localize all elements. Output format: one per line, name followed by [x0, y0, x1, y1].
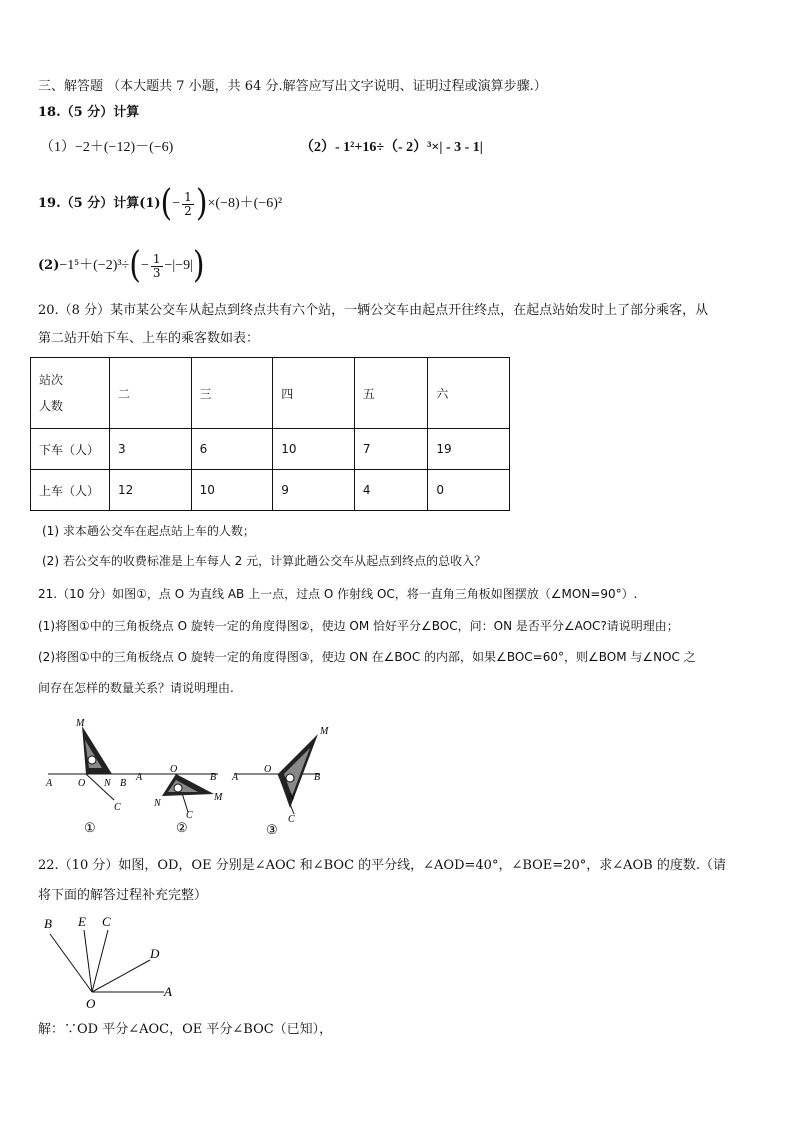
table-cell: 0 [428, 470, 510, 511]
figure-3 [231, 726, 329, 838]
triangle-hole [286, 774, 294, 782]
table-cell: 12 [110, 470, 192, 511]
q20-line1: 20.（8 分）某市某公交车从起点到终点共有六个站，一辆公交车由起点开往终点，在起点站始发时上了部分乘客，从 [38, 303, 709, 318]
left-paren: ( [160, 182, 173, 225]
label-m: M [320, 726, 329, 737]
q21-line4: 间存在怎样的数量关系？请说明理由. [38, 681, 234, 695]
label-a: A [136, 772, 143, 783]
q19-p2-fraction [151, 253, 163, 280]
q19-p2-rest: −|−9| [164, 258, 193, 273]
station-header: 五 [354, 358, 427, 429]
q19-p2-neg: − [140, 258, 149, 273]
q19-part2 [38, 246, 205, 286]
q22-line1: 22.（10 分）如图，OD，OE 分别是∠AOC 和∠BOC 的平分线，∠AOD=40°，∠BOE=20°，求∠AOB 的度数.（请 [38, 858, 726, 873]
label-b: B [44, 916, 52, 931]
triangle-board [162, 772, 217, 796]
figure-label-2: ② [176, 821, 188, 836]
station-header: 二 [110, 358, 192, 429]
section-heading: 三、解答题 （本大题共 7 小题，共 64 分.解答应写出文字说明、证明过程或演算步骤.） [38, 79, 547, 94]
label-c: C [288, 814, 295, 825]
label-b: B [120, 778, 127, 789]
q19-p1-fraction [182, 191, 194, 218]
q22-solution: 解：∵OD 平分∠AOC，OE 平分∠BOC（已知）， [38, 1022, 333, 1037]
station-header: 三 [191, 358, 273, 429]
table-corner-cell [31, 358, 110, 429]
label-n: N [104, 778, 111, 789]
ray-od [92, 960, 150, 992]
label-a: A [232, 772, 239, 783]
label-o: O [170, 764, 178, 775]
table-cell: 10 [191, 470, 273, 511]
right-paren: ) [195, 182, 208, 225]
row-label: 下车（人） [31, 429, 110, 470]
q20-sub2: (2) 若公交车的收费标准是上车每人 2 元，计算此趟公交车从起点到终点的总收入？ [42, 554, 487, 568]
q21-line1: 21.（10 分）如图①，点 O 为直线 AB 上一点，过点 O 作射线 OC，将一直角三角板如图摆放（∠MON=90°）. [38, 587, 638, 601]
table-cell: 7 [354, 429, 427, 470]
label-c: C [102, 914, 111, 929]
q21-line2: (1)将图①中的三角板绕点 O 旋转一定的角度得图②，使边 OM 恰好平分∠BOC，问：ON 是否平分∠AOC?请说明理由； [38, 619, 679, 633]
table-cell: 3 [110, 429, 192, 470]
label-c: C [186, 810, 193, 821]
table-cell: 4 [354, 470, 427, 511]
row-label: 上车（人） [31, 470, 110, 511]
figure-2 [135, 764, 223, 836]
label-o: O [86, 996, 96, 1011]
fraction-denominator: 3 [152, 265, 161, 280]
figure-1 [45, 718, 138, 836]
ray-oc [92, 930, 108, 992]
q19-p1-rest: ×(−8)＋(−6)² [207, 196, 283, 211]
label-b: B [210, 772, 217, 783]
table-cell: 19 [428, 429, 510, 470]
triangle-hole [88, 756, 96, 764]
figure-label-1: ① [84, 821, 96, 836]
right-paren: ) [192, 244, 205, 287]
label-n: N [288, 792, 295, 803]
q19-p1-neg: − [172, 196, 181, 211]
header-top-label: 站次 [39, 373, 64, 387]
label-n: N [154, 798, 161, 809]
table-row [31, 429, 510, 470]
q18-title: 18.（5 分）计算 [38, 105, 140, 120]
q22-line2: 将下面的解答过程补充完整） [38, 888, 208, 903]
figure-label-3: ③ [266, 823, 278, 838]
q21-figures [38, 712, 378, 842]
left-paren: ( [129, 244, 141, 287]
label-m: M [76, 718, 85, 729]
label-e: E [78, 914, 86, 929]
fraction-numerator: 1 [184, 189, 192, 204]
q18-part1: （1）−2＋(−12)－(−6) [40, 140, 174, 155]
table-row [31, 470, 510, 511]
table-cell: 10 [273, 429, 355, 470]
table-cell: 6 [191, 429, 273, 470]
q21-line3: (2)将图①中的三角板绕点 O 旋转一定的角度得图③，使边 ON 在∠BOC 的内部，如果∠BOC=60°，则∠BOM 与∠NOC 之 [38, 650, 696, 664]
q20-line2: 第二站开始下车、上车的乘客数如表： [38, 331, 260, 346]
passenger-table [30, 357, 510, 511]
q20-sub1: (1) 求本趟公交车在起点站上车的人数； [42, 524, 255, 538]
header-bottom-label: 人数 [39, 399, 64, 413]
q19-p2-expr: −1⁵＋(−2)³÷ [59, 258, 130, 273]
label-c: C [114, 802, 121, 813]
label-m: M [214, 792, 223, 803]
station-header: 六 [428, 358, 510, 429]
q18-part2: （2）- 1²+16÷（- 2）³×| - 3 - 1| [300, 140, 483, 155]
label-a: A [46, 778, 53, 789]
label-o: O [264, 764, 272, 775]
station-header: 四 [273, 358, 355, 429]
table-cell: 9 [273, 470, 355, 511]
q19-p2-label: (2) [38, 258, 60, 273]
label-b: B [314, 772, 321, 783]
label-o: O [78, 778, 86, 789]
q19-part1 [38, 184, 282, 224]
fraction-numerator: 1 [152, 251, 161, 266]
q19-title: 19.（5 分）计算(1) [38, 196, 161, 211]
fraction-denominator: 2 [184, 203, 192, 218]
table-header-row [31, 358, 510, 429]
label-d: D [150, 946, 160, 961]
label-a: A [164, 984, 172, 999]
q22-figure [38, 912, 188, 1012]
triangle-hole [174, 784, 182, 792]
